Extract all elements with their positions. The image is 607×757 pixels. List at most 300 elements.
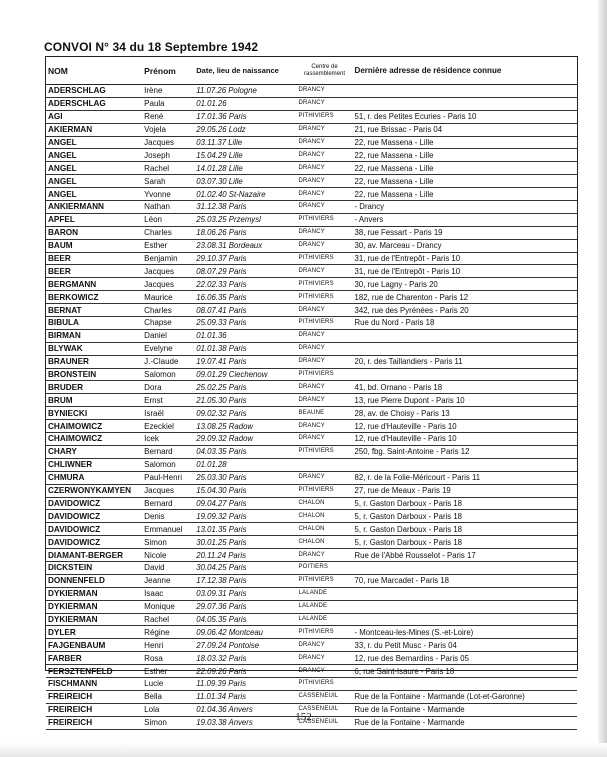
table-row bbox=[46, 407, 577, 420]
table-row bbox=[46, 381, 577, 394]
cell-adresse bbox=[353, 368, 577, 381]
cell-adresse: - Anvers bbox=[353, 213, 577, 226]
header-date: Date, lieu de naissance bbox=[194, 57, 296, 85]
cell-prenom: Ezeckiel bbox=[142, 420, 194, 433]
cell-prenom: Maurice bbox=[142, 291, 194, 304]
cell-centre bbox=[296, 458, 352, 471]
cell-date: 17.01.36 Paris bbox=[194, 110, 296, 123]
cell-adresse: Rue de la Fontaine - Marmande (Lot-et-Garonne) bbox=[353, 690, 577, 703]
cell-centre: DRANCY bbox=[296, 226, 352, 239]
cell-nom: FISCHMANN bbox=[46, 677, 142, 690]
header-adresse: Dernière adresse de résidence connue bbox=[353, 57, 577, 85]
cell-nom: BEER bbox=[46, 265, 142, 278]
cell-prenom: Jacques bbox=[142, 136, 194, 149]
cell-prenom: René bbox=[142, 110, 194, 123]
cell-centre: PITHIVIERS bbox=[296, 484, 352, 497]
table-row bbox=[46, 536, 577, 549]
cell-centre: DRANCY bbox=[296, 123, 352, 136]
cell-prenom: Paula bbox=[142, 97, 194, 110]
cell-prenom: Salomon bbox=[142, 368, 194, 381]
cell-centre: LALANDE bbox=[296, 587, 352, 600]
cell-date: 25.02.25 Paris bbox=[194, 381, 296, 394]
cell-prenom: Bernard bbox=[142, 445, 194, 458]
cell-centre: DRANCY bbox=[296, 136, 352, 149]
cell-nom: CHMURA bbox=[46, 471, 142, 484]
cell-adresse: 342, rue des Pyrénées - Paris 20 bbox=[353, 304, 577, 317]
cell-nom: FREIREICH bbox=[46, 703, 142, 716]
cell-prenom: Bernard bbox=[142, 497, 194, 510]
cell-prenom: Evelyne bbox=[142, 342, 194, 355]
table-row bbox=[46, 201, 577, 214]
cell-nom: DYKIERMAN bbox=[46, 600, 142, 613]
table-row bbox=[46, 665, 577, 678]
cell-adresse: 22, rue Massena - Lille bbox=[353, 136, 577, 149]
cell-centre: CHALON bbox=[296, 523, 352, 536]
cell-prenom: David bbox=[142, 561, 194, 574]
cell-date: 03.07.30 Lille bbox=[194, 175, 296, 188]
cell-centre: DRANCY bbox=[296, 85, 352, 98]
cell-nom: BRONSTEIN bbox=[46, 368, 142, 381]
table-row bbox=[46, 613, 577, 626]
cell-adresse bbox=[353, 85, 577, 98]
table-row bbox=[46, 355, 577, 368]
cell-date: 15.04.29 Lille bbox=[194, 149, 296, 162]
table-row bbox=[46, 329, 577, 342]
cell-adresse: Rue du Nord - Paris 18 bbox=[353, 317, 577, 330]
cell-prenom: Jeanne bbox=[142, 574, 194, 587]
cell-adresse: 12, rue d'Hauteville - Paris 10 bbox=[353, 433, 577, 446]
cell-prenom: Charles bbox=[142, 304, 194, 317]
cell-prenom: Jacques bbox=[142, 265, 194, 278]
cell-date: 01.01.36 bbox=[194, 329, 296, 342]
cell-prenom: Bella bbox=[142, 690, 194, 703]
cell-adresse: 5, r. Gaston Darboux - Paris 18 bbox=[353, 510, 577, 523]
cell-adresse: 182, rue de Charenton - Paris 12 bbox=[353, 291, 577, 304]
table-row bbox=[46, 471, 577, 484]
table-row bbox=[46, 136, 577, 149]
table-row bbox=[46, 510, 577, 523]
table-row bbox=[46, 458, 577, 471]
cell-nom: BARON bbox=[46, 226, 142, 239]
cell-date: 22.09.26 Paris bbox=[194, 665, 296, 678]
table-row bbox=[46, 433, 577, 446]
cell-nom: DAVIDOWICZ bbox=[46, 510, 142, 523]
cell-nom: CHAIMOWICZ bbox=[46, 433, 142, 446]
cell-date: 19.09.32 Paris bbox=[194, 510, 296, 523]
cell-prenom: Simon bbox=[142, 716, 194, 729]
page-edge-shadow bbox=[598, 0, 607, 757]
cell-adresse: 22, rue Massena - Lille bbox=[353, 188, 577, 201]
cell-centre: DRANCY bbox=[296, 162, 352, 175]
cell-centre: DRANCY bbox=[296, 304, 352, 317]
cell-date: 17.12.38 Paris bbox=[194, 574, 296, 587]
cell-prenom: Monique bbox=[142, 600, 194, 613]
cell-date: 04.05.35 Paris bbox=[194, 613, 296, 626]
cell-nom: ADERSCHLAG bbox=[46, 85, 142, 98]
cell-date: 09.04.27 Paris bbox=[194, 497, 296, 510]
cell-date: 01.02.40 St-Nazaire bbox=[194, 188, 296, 201]
cell-date: 30.04.25 Paris bbox=[194, 561, 296, 574]
cell-prenom: Rachel bbox=[142, 162, 194, 175]
cell-adresse: 38, rue Fessart - Paris 19 bbox=[353, 226, 577, 239]
cell-date: 09.02.32 Paris bbox=[194, 407, 296, 420]
cell-date: 04.03.35 Paris bbox=[194, 445, 296, 458]
cell-nom: ANGEL bbox=[46, 162, 142, 175]
cell-centre: PITHIVIERS bbox=[296, 213, 352, 226]
cell-centre: CASSENEUIL bbox=[296, 716, 352, 729]
table-row bbox=[46, 420, 577, 433]
page-title: CONVOI N° 34 du 18 Septembre 1942 bbox=[44, 40, 259, 54]
cell-date: 16.06.35 Paris bbox=[194, 291, 296, 304]
cell-adresse: 5, r. Gaston Darboux - Paris 18 bbox=[353, 497, 577, 510]
table-body bbox=[46, 85, 577, 730]
cell-adresse: 27, rue de Meaux - Paris 19 bbox=[353, 484, 577, 497]
cell-nom: BIBULA bbox=[46, 317, 142, 330]
cell-centre: POITIERS bbox=[296, 561, 352, 574]
table-row bbox=[46, 445, 577, 458]
cell-date: 29.05.26 Lodz bbox=[194, 123, 296, 136]
cell-centre: PITHIVIERS bbox=[296, 317, 352, 330]
cell-nom: BERNAT bbox=[46, 304, 142, 317]
cell-date: 11.09.39 Paris bbox=[194, 677, 296, 690]
cell-adresse: 33, r. du Petit Musc - Paris 04 bbox=[353, 639, 577, 652]
cell-centre: DRANCY bbox=[296, 342, 352, 355]
cell-centre: BEAUNE bbox=[296, 407, 352, 420]
cell-date: 08.07.29 Paris bbox=[194, 265, 296, 278]
cell-centre: DRANCY bbox=[296, 175, 352, 188]
table-row bbox=[46, 175, 577, 188]
cell-nom: ANGEL bbox=[46, 149, 142, 162]
cell-nom: CZERWONYKAMYEN bbox=[46, 484, 142, 497]
cell-date: 30.01.25 Paris bbox=[194, 536, 296, 549]
cell-date: 27.09.24 Pontoise bbox=[194, 639, 296, 652]
cell-nom: ANKIERMANN bbox=[46, 201, 142, 214]
cell-adresse: 31, rue de l'Entrepôt - Paris 10 bbox=[353, 252, 577, 265]
cell-date: 01.01.38 Paris bbox=[194, 342, 296, 355]
cell-nom: CHAIMOWICZ bbox=[46, 420, 142, 433]
table-row bbox=[46, 342, 577, 355]
cell-date: 25.03.30 Paris bbox=[194, 471, 296, 484]
table-row bbox=[46, 368, 577, 381]
cell-adresse: 31, rue de l'Entrepôt - Paris 10 bbox=[353, 265, 577, 278]
cell-adresse: 22, rue Massena - Lille bbox=[353, 175, 577, 188]
cell-nom: AGI bbox=[46, 110, 142, 123]
cell-prenom: Daniel bbox=[142, 329, 194, 342]
table-row bbox=[46, 690, 577, 703]
cell-date: 18.03.32 Paris bbox=[194, 652, 296, 665]
table-row bbox=[46, 162, 577, 175]
cell-centre: DRANCY bbox=[296, 201, 352, 214]
cell-centre: DRANCY bbox=[296, 381, 352, 394]
cell-centre: DRANCY bbox=[296, 149, 352, 162]
cell-nom: DIAMANT-BERGER bbox=[46, 549, 142, 562]
cell-date: 01.04.36 Anvers bbox=[194, 703, 296, 716]
header-prenom: Prénom bbox=[142, 57, 194, 85]
cell-adresse bbox=[353, 677, 577, 690]
cell-prenom: Sarah bbox=[142, 175, 194, 188]
cell-nom: FERSZTENFELD bbox=[46, 665, 142, 678]
cell-centre: DRANCY bbox=[296, 355, 352, 368]
cell-nom: FREIREICH bbox=[46, 690, 142, 703]
cell-centre: CHALON bbox=[296, 497, 352, 510]
cell-prenom: Esther bbox=[142, 665, 194, 678]
cell-nom: DYKIERMAN bbox=[46, 613, 142, 626]
table-row bbox=[46, 574, 577, 587]
cell-date: 13.08.25 Radow bbox=[194, 420, 296, 433]
cell-centre: DRANCY bbox=[296, 665, 352, 678]
cell-date: 23.08.31 Bordeaux bbox=[194, 239, 296, 252]
cell-adresse bbox=[353, 613, 577, 626]
cell-nom: BRUDER bbox=[46, 381, 142, 394]
cell-date: 01.01.28 bbox=[194, 458, 296, 471]
cell-nom: BERGMANN bbox=[46, 278, 142, 291]
table-row bbox=[46, 252, 577, 265]
cell-nom: ADERSCHLAG bbox=[46, 97, 142, 110]
cell-date: 14.01.28 Lille bbox=[194, 162, 296, 175]
cell-adresse: 5, r. Gaston Darboux - Paris 18 bbox=[353, 523, 577, 536]
cell-prenom: Régine bbox=[142, 626, 194, 639]
cell-adresse: 250, fbg. Saint-Antoine - Paris 12 bbox=[353, 445, 577, 458]
cell-adresse: 82, r. de la Folie-Méricourt - Paris 11 bbox=[353, 471, 577, 484]
table bbox=[46, 57, 577, 730]
cell-prenom: Jacques bbox=[142, 484, 194, 497]
cell-adresse: 30, av. Marceau - Drancy bbox=[353, 239, 577, 252]
table-row bbox=[46, 213, 577, 226]
cell-adresse bbox=[353, 97, 577, 110]
cell-centre: DRANCY bbox=[296, 394, 352, 407]
cell-adresse: Rue de la Fontaine - Marmande bbox=[353, 703, 577, 716]
cell-prenom: Irène bbox=[142, 85, 194, 98]
cell-date: 08.07.41 Paris bbox=[194, 304, 296, 317]
table-row bbox=[46, 639, 577, 652]
table-row bbox=[46, 85, 577, 98]
cell-nom: ANGEL bbox=[46, 136, 142, 149]
cell-centre: DRANCY bbox=[296, 97, 352, 110]
cell-centre: PITHIVIERS bbox=[296, 291, 352, 304]
cell-nom: DYKIERMAN bbox=[46, 587, 142, 600]
cell-adresse: 5, r. Gaston Darboux - Paris 18 bbox=[353, 536, 577, 549]
cell-adresse: 51, r. des Petites Ecuries - Paris 10 bbox=[353, 110, 577, 123]
cell-date: 09.01.29 Ciechenow bbox=[194, 368, 296, 381]
cell-nom: CHARY bbox=[46, 445, 142, 458]
cell-prenom: J.-Claude bbox=[142, 355, 194, 368]
table-row bbox=[46, 97, 577, 110]
cell-adresse bbox=[353, 342, 577, 355]
page-number: 152 bbox=[295, 711, 312, 723]
cell-nom: BERKOWICZ bbox=[46, 291, 142, 304]
cell-centre: DRANCY bbox=[296, 471, 352, 484]
cell-adresse: 20, r. des Taillandiers - Paris 11 bbox=[353, 355, 577, 368]
cell-centre: CHALON bbox=[296, 536, 352, 549]
cell-centre: PITHIVIERS bbox=[296, 626, 352, 639]
cell-adresse: - Drancy bbox=[353, 201, 577, 214]
page-bottom-edge bbox=[0, 743, 607, 757]
cell-adresse bbox=[353, 329, 577, 342]
cell-centre: PITHIVIERS bbox=[296, 110, 352, 123]
cell-nom: DYLER bbox=[46, 626, 142, 639]
cell-adresse: - Montceau-les-Mines (S.-et-Loire) bbox=[353, 626, 577, 639]
cell-nom: DONNENFELD bbox=[46, 574, 142, 587]
table-row bbox=[46, 291, 577, 304]
cell-centre: PITHIVIERS bbox=[296, 445, 352, 458]
cell-date: 21.05.30 Paris bbox=[194, 394, 296, 407]
table-row bbox=[46, 549, 577, 562]
cell-date: 18.06.26 Paris bbox=[194, 226, 296, 239]
table-row bbox=[46, 239, 577, 252]
cell-centre: DRANCY bbox=[296, 639, 352, 652]
cell-nom: BRAUNER bbox=[46, 355, 142, 368]
cell-nom: BEER bbox=[46, 252, 142, 265]
table-row bbox=[46, 123, 577, 136]
cell-nom: BIRMAN bbox=[46, 329, 142, 342]
cell-adresse: 21, rue Brissac - Paris 04 bbox=[353, 123, 577, 136]
table-row bbox=[46, 188, 577, 201]
cell-date: 15.04.30 Paris bbox=[194, 484, 296, 497]
table-row bbox=[46, 149, 577, 162]
cell-prenom: Chapse bbox=[142, 317, 194, 330]
cell-centre: CHALON bbox=[296, 510, 352, 523]
header-nom: NOM bbox=[46, 57, 142, 85]
cell-date: 11.01.34 Paris bbox=[194, 690, 296, 703]
table-row bbox=[46, 110, 577, 123]
cell-nom: DAVIDOWICZ bbox=[46, 497, 142, 510]
cell-centre: DRANCY bbox=[296, 265, 352, 278]
cell-nom: BYNIECKI bbox=[46, 407, 142, 420]
cell-centre: LALANDE bbox=[296, 613, 352, 626]
table-row bbox=[46, 523, 577, 536]
cell-adresse: 22, rue Massena - Lille bbox=[353, 162, 577, 175]
cell-adresse: 28, av. de Choisy - Paris 13 bbox=[353, 407, 577, 420]
table-row bbox=[46, 652, 577, 665]
cell-centre: PITHIVIERS bbox=[296, 252, 352, 265]
cell-prenom: Henri bbox=[142, 639, 194, 652]
cell-prenom: Yvonne bbox=[142, 188, 194, 201]
cell-prenom: Léon bbox=[142, 213, 194, 226]
cell-prenom: Rosa bbox=[142, 652, 194, 665]
cell-date: 25.09.33 Paris bbox=[194, 317, 296, 330]
cell-nom: DICKSTEIN bbox=[46, 561, 142, 574]
cell-prenom: Simon bbox=[142, 536, 194, 549]
cell-centre: PITHIVIERS bbox=[296, 368, 352, 381]
cell-prenom: Israël bbox=[142, 407, 194, 420]
cell-adresse: 12, rue d'Hauteville - Paris 10 bbox=[353, 420, 577, 433]
cell-date: 09.06.42 Montceau bbox=[194, 626, 296, 639]
cell-prenom: Jacques bbox=[142, 278, 194, 291]
cell-centre: CASSENEUIL bbox=[296, 690, 352, 703]
cell-prenom: Icek bbox=[142, 433, 194, 446]
header-centre: Centre de rassemblement bbox=[296, 57, 352, 85]
cell-prenom: Nathan bbox=[142, 201, 194, 214]
table-row bbox=[46, 317, 577, 330]
cell-date: 29.10.37 Paris bbox=[194, 252, 296, 265]
cell-date: 19.03.38 Anvers bbox=[194, 716, 296, 729]
cell-adresse bbox=[353, 561, 577, 574]
cell-adresse bbox=[353, 458, 577, 471]
cell-prenom: Benjamin bbox=[142, 252, 194, 265]
cell-date: 13.01.35 Paris bbox=[194, 523, 296, 536]
cell-centre: PITHIVIERS bbox=[296, 278, 352, 291]
cell-date: 29.07.36 Paris bbox=[194, 600, 296, 613]
cell-adresse: 22, rue Massena - Lille bbox=[353, 149, 577, 162]
cell-prenom: Charles bbox=[142, 226, 194, 239]
cell-nom: DAVIDOWICZ bbox=[46, 523, 142, 536]
cell-adresse: 6, rue Saint-Isaure - Paris 18 bbox=[353, 665, 577, 678]
table-row bbox=[46, 265, 577, 278]
cell-prenom: Denis bbox=[142, 510, 194, 523]
cell-centre: DRANCY bbox=[296, 652, 352, 665]
table-row bbox=[46, 394, 577, 407]
cell-adresse: 12, rue des Bernardins - Paris 05 bbox=[353, 652, 577, 665]
cell-nom: BRUM bbox=[46, 394, 142, 407]
table-row bbox=[46, 587, 577, 600]
cell-prenom: Isaac bbox=[142, 587, 194, 600]
cell-date: 19.07.41 Paris bbox=[194, 355, 296, 368]
cell-nom: CHLIWNER bbox=[46, 458, 142, 471]
cell-date: 29.09.32 Radow bbox=[194, 433, 296, 446]
cell-prenom: Nicole bbox=[142, 549, 194, 562]
cell-nom: FREIREICH bbox=[46, 716, 142, 729]
table-row bbox=[46, 677, 577, 690]
cell-adresse: 70, rue Marcadet - Paris 18 bbox=[353, 574, 577, 587]
cell-prenom: Rachel bbox=[142, 613, 194, 626]
cell-centre: DRANCY bbox=[296, 329, 352, 342]
cell-adresse bbox=[353, 587, 577, 600]
cell-prenom: Lucie bbox=[142, 677, 194, 690]
cell-date: 22.02.33 Paris bbox=[194, 278, 296, 291]
cell-date: 11.07.26 Pologne bbox=[194, 85, 296, 98]
cell-prenom: Lola bbox=[142, 703, 194, 716]
cell-nom: ANGEL bbox=[46, 175, 142, 188]
table-row bbox=[46, 626, 577, 639]
cell-nom: AKIERMAN bbox=[46, 123, 142, 136]
table-row bbox=[46, 278, 577, 291]
cell-adresse: Rue de l'Abbé Rousselot - Paris 17 bbox=[353, 549, 577, 562]
cell-adresse: 30, rue Lagny - Paris 20 bbox=[353, 278, 577, 291]
cell-adresse bbox=[353, 600, 577, 613]
cell-prenom: Joseph bbox=[142, 149, 194, 162]
table-row bbox=[46, 561, 577, 574]
cell-date: 31.12.38 Paris bbox=[194, 201, 296, 214]
cell-centre: CASSENEUIL bbox=[296, 703, 352, 716]
cell-centre: PITHIVIERS bbox=[296, 677, 352, 690]
cell-nom: ANGEL bbox=[46, 188, 142, 201]
cell-prenom: Paul-Henri bbox=[142, 471, 194, 484]
cell-centre: DRANCY bbox=[296, 239, 352, 252]
cell-date: 20.11.24 Paris bbox=[194, 549, 296, 562]
cell-prenom: Dora bbox=[142, 381, 194, 394]
cell-nom: BLYWAK bbox=[46, 342, 142, 355]
cell-centre: DRANCY bbox=[296, 549, 352, 562]
cell-date: 03.11.37 Lille bbox=[194, 136, 296, 149]
cell-date: 01.01.26 bbox=[194, 97, 296, 110]
cell-prenom: Emmanuel bbox=[142, 523, 194, 536]
cell-centre: DRANCY bbox=[296, 188, 352, 201]
table-row bbox=[46, 226, 577, 239]
cell-adresse: 13, rue Pierre Dupont - Paris 10 bbox=[353, 394, 577, 407]
table-row bbox=[46, 484, 577, 497]
cell-prenom: Vojela bbox=[142, 123, 194, 136]
cell-prenom: Ernst bbox=[142, 394, 194, 407]
cell-nom: FARBER bbox=[46, 652, 142, 665]
cell-prenom: Salomon bbox=[142, 458, 194, 471]
cell-nom: FAJGENBAUM bbox=[46, 639, 142, 652]
table-row bbox=[46, 497, 577, 510]
table-row bbox=[46, 304, 577, 317]
cell-adresse: Rue de la Fontaine - Marmande bbox=[353, 716, 577, 729]
cell-centre: LALANDE bbox=[296, 600, 352, 613]
cell-nom: APFEL bbox=[46, 213, 142, 226]
cell-nom: BAUM bbox=[46, 239, 142, 252]
